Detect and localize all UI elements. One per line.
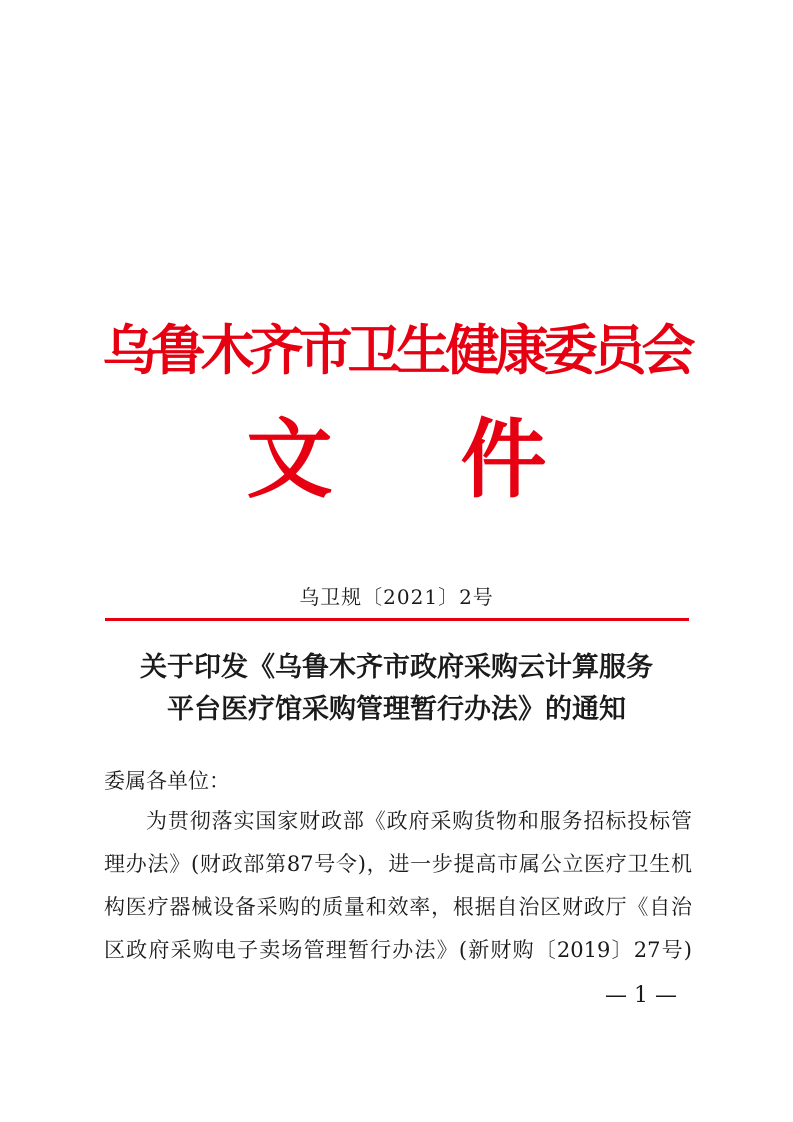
body-line-2: 理办法》(财政部第87号令)，进一步提高市属公立医疗卫生机 <box>104 852 692 876</box>
red-divider-line <box>105 618 689 621</box>
body-line-4: 区政府采购电子卖场管理暂行办法》(新财购〔2019〕27号) <box>104 938 692 962</box>
document-type-heading: 文件 <box>246 410 675 510</box>
body-line-3: 构医疗器械设备采购的质量和效率，根据自治区财政厅《自治 <box>104 895 692 919</box>
notice-title <box>0 647 793 731</box>
body-paragraph <box>104 800 692 972</box>
salutation: 委属各单位： <box>104 769 230 793</box>
issuer-heading: 乌鲁木齐市卫生健康委员会 <box>102 319 691 382</box>
page-number: — 1 — <box>605 983 677 1008</box>
notice-title-line-1: 关于印发《乌鲁木齐市政府采购云计算服务 <box>140 652 653 683</box>
document-number: 乌卫规〔2021〕2号 <box>299 585 494 609</box>
notice-title-line-2: 平台医疗馆采购管理暂行办法》的通知 <box>167 694 626 725</box>
body-line-1: 为贯彻落实国家财政部《政府采购货物和服务招标投标管 <box>146 809 692 833</box>
